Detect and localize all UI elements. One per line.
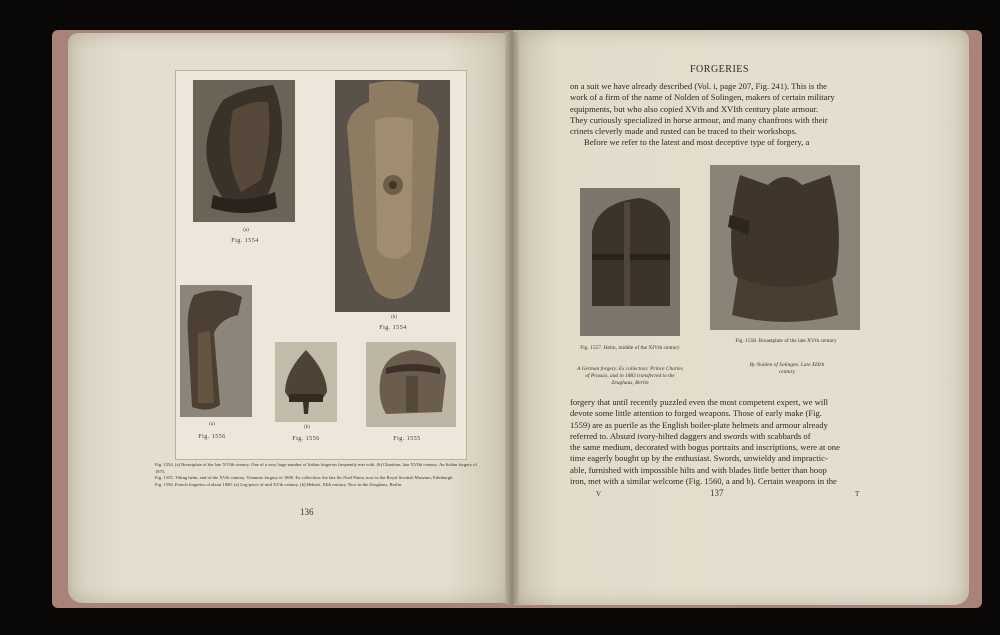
- signature-mark-left: V: [596, 490, 602, 498]
- figure-label: Fig. 1554: [231, 238, 259, 244]
- figure-label: Fig. 1556: [292, 436, 320, 442]
- breastplate-1558-photo: [710, 165, 860, 330]
- text-line: Before we refer to the latest and most deceptive type of forgery, a: [584, 137, 810, 148]
- text-line: 1559) are as puerile as the English boiler-plate helmets and armour already: [570, 419, 828, 430]
- caption-1554: Fig. 1554. (a) Breastplate of the late XVIth century. One of a very large number of Italian forgeries frequently met with. (b) Chanfron, late XVIth century. An Italian forgery of 1875.: [155, 462, 478, 474]
- paragraph-top: [570, 81, 900, 149]
- text-line: crinets cleverly made and rusted can be traced to their workshops.: [570, 126, 797, 137]
- figure-label: Fig. 1555: [393, 436, 421, 442]
- caption-1557-title: Fig. 1557. Helm, middle of the XIVth century: [580, 345, 680, 351]
- caption-1555: Fig. 1555. Tilting helm, end of the XVth century. Viennese forgery of 1800. Ex collection: the late Sir Noel Paton, now in the Royal Scottish Museum, Edinburgh.: [155, 475, 454, 481]
- page-heading: FORGERIES: [690, 64, 749, 75]
- breastplate-photo: [193, 80, 295, 222]
- text-line: on a suit we have already described (Vol. i, page 207, Fig. 241). This is the: [570, 81, 827, 91]
- text-line: forgery that until recently puzzled even the most competent expert, we will: [570, 397, 829, 407]
- caption-1558-body: By Nolden of Solingen. Late XIXth century: [749, 362, 825, 376]
- helm-photo: [580, 188, 680, 336]
- caption-1556: Fig. 1556. French forgeries of about 1900. (a) Leg-piece of mid XVth century. (b) Helmet, XIth century. Now in the Zeughaus, Berlin.: [155, 481, 403, 487]
- figure-label: Fig. 1556: [198, 434, 226, 440]
- text-line: able, furnished with impossible hilts and with blades little better than hoop: [570, 464, 827, 475]
- text-line: iron, met with a similar welcome (Fig. 1560, a and b). Certain weapons in the: [570, 476, 837, 487]
- book-gutter: [505, 32, 519, 604]
- paragraph-bottom: [570, 397, 900, 487]
- figure-letter: (b): [391, 315, 397, 320]
- signature-mark-right: T: [855, 490, 860, 498]
- text-line: They curiously specialized in horse armour, and many chanfrons with their: [570, 114, 828, 125]
- conical-helmet-photo: [275, 342, 337, 422]
- text-line: time eagerly bought up by the enthusiast. Swords, unwieldy and impractic-: [570, 453, 828, 464]
- text-line: equipments, but who also copied XVth and XVIth century plate armour.: [570, 103, 819, 114]
- page-number-left: 136: [300, 507, 314, 517]
- figure-letter: (a): [243, 228, 249, 233]
- caption-1557-body: A German forgery. Ex collection: Prince Charles of Prussia, and in 1883 transferred to the Zeughaus, Berlin: [577, 366, 683, 387]
- figure-captions: [155, 462, 485, 488]
- figure-letter: (b): [304, 425, 310, 430]
- text-line: work of a firm of the name of Nolden of Solingen, makers of certain military: [570, 92, 835, 103]
- page-number-right: 137: [710, 488, 724, 498]
- text-line: the same medium, decorated with bogus portraits and inscriptions, were at one: [570, 442, 840, 453]
- text-line: referred to. Absurd ivory-hilted daggers and swords with scabbards of: [570, 430, 811, 441]
- chanfron-photo: [335, 80, 450, 312]
- figure-letter: (a): [209, 422, 215, 427]
- text-line: devote some little attention to forged weapons. Those of early make (Fig.: [570, 408, 822, 419]
- leg-piece-photo: [180, 285, 252, 417]
- tilting-helm-photo: [366, 342, 456, 427]
- figure-label: Fig. 1554: [379, 325, 407, 331]
- caption-1558-title: Fig. 1558. Breastplate of the late XVth century: [735, 338, 837, 344]
